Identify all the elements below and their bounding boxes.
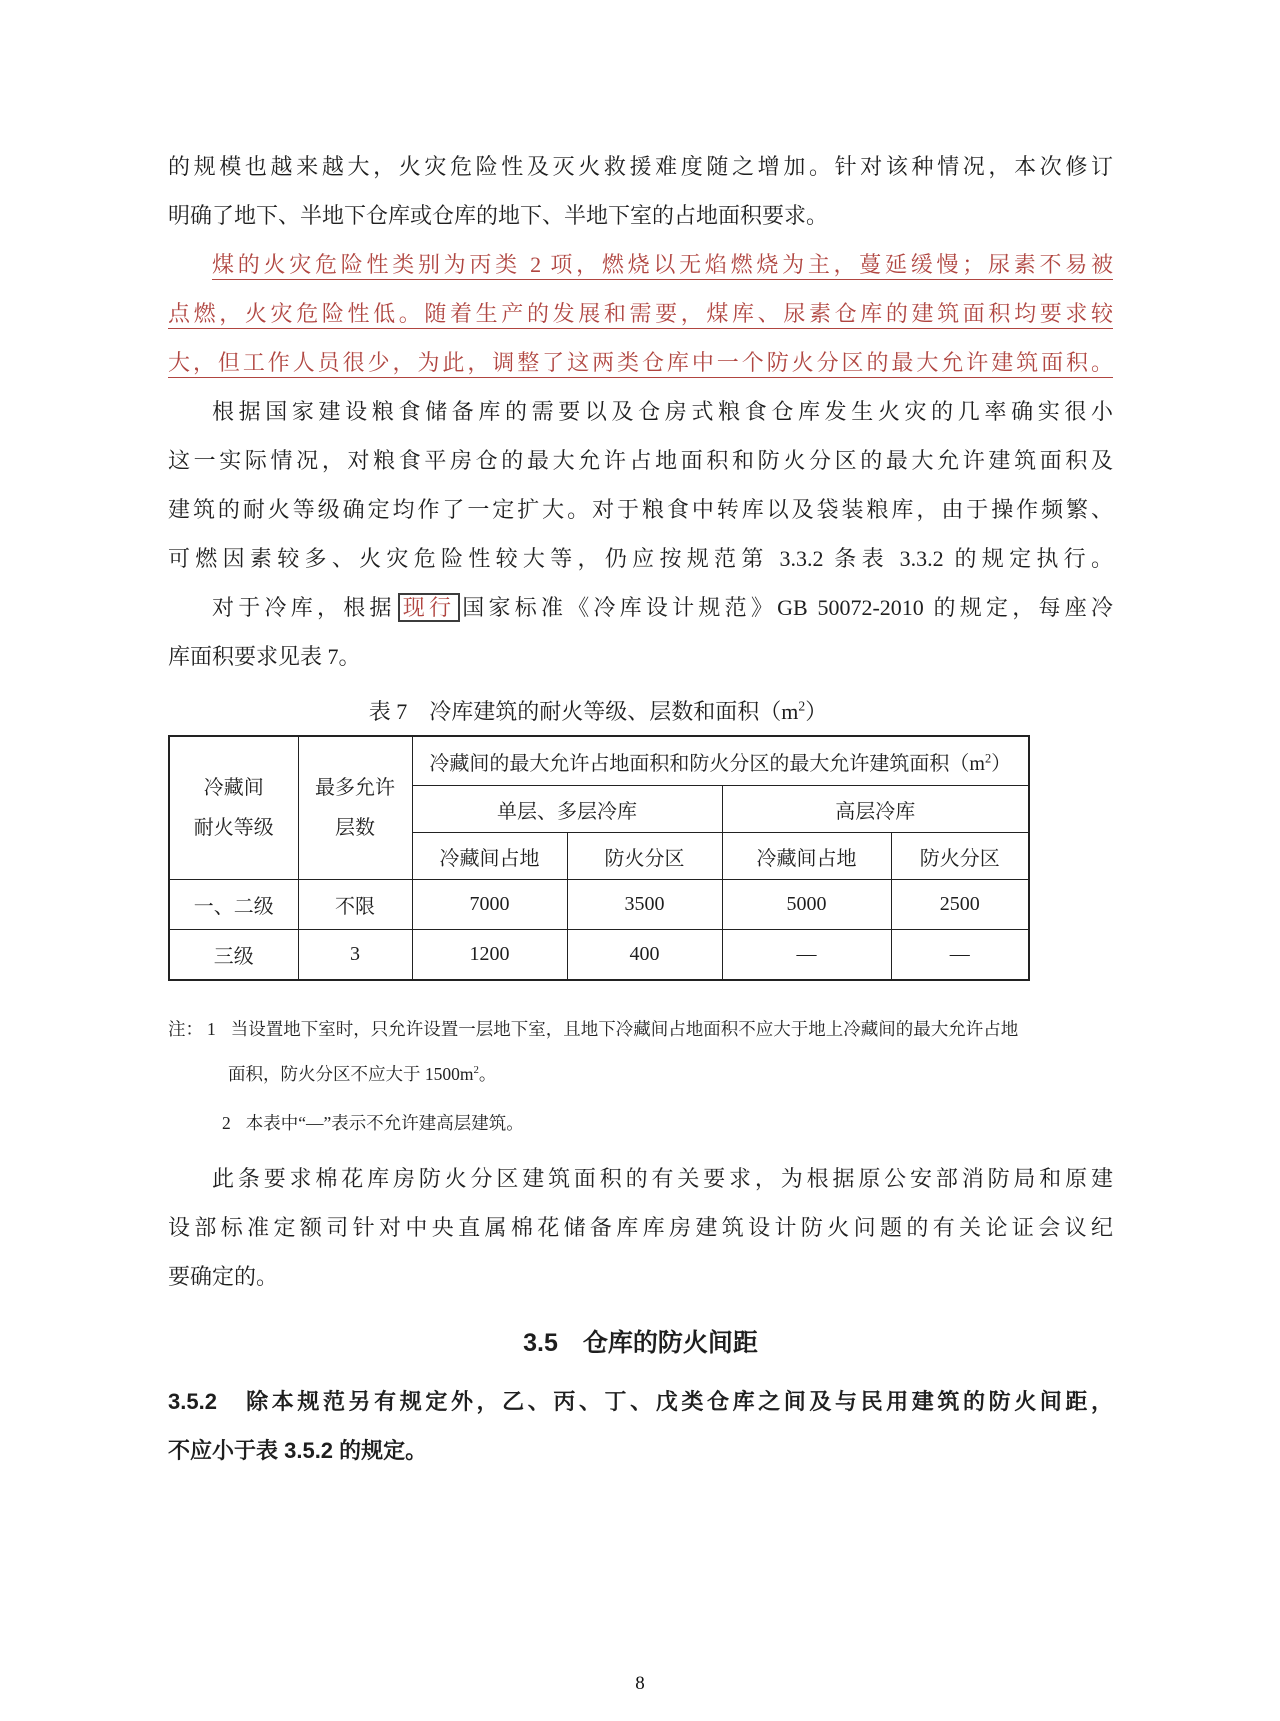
superscript: 2 bbox=[798, 698, 806, 714]
paragraph-line: 建筑的耐火等级确定均作了一定扩大。对于粮食中转库以及袋装粮库，由于操作频繁、 bbox=[168, 497, 1113, 522]
table-cell: — bbox=[722, 930, 891, 981]
paragraph-2 bbox=[168, 387, 1113, 583]
paragraph-text: 对于冷库，根据 bbox=[212, 595, 396, 620]
table-7 bbox=[168, 735, 1030, 981]
table-cell: — bbox=[891, 930, 1029, 981]
table-cell: 3 bbox=[298, 930, 412, 981]
table-cell: 5000 bbox=[722, 880, 891, 930]
superscript: 2 bbox=[984, 750, 992, 765]
table-title-text: 表 7 冷库建筑的耐火等级、层数和面积（m bbox=[368, 699, 799, 724]
table-cell: 2500 bbox=[891, 880, 1029, 930]
revision-paragraph bbox=[168, 240, 1113, 387]
table-cell: 三级 bbox=[169, 930, 298, 981]
note-1-line-1 bbox=[168, 1007, 1113, 1052]
paragraph-3 bbox=[168, 583, 1113, 681]
paragraph-line: 可燃因素较多、火灾危险性较大等，仍应按规范第 3.3.2 条表 3.3.2 的规定执行。 bbox=[168, 546, 1113, 571]
paragraph-text: 国家标准《冷库设计规范》GB 50072-2010 的规定，每座冷 bbox=[462, 595, 1113, 620]
paragraph-line: 设部标准定额司针对中央直属棉花储备库库房建筑设计防火问题的有关论证会议纪 bbox=[168, 1215, 1113, 1240]
paragraph-line: 根据国家建设粮食储备库的需要以及仓房式粮食仓库发生火灾的几率确实很小 bbox=[212, 399, 1113, 424]
table-cell: 3500 bbox=[567, 880, 722, 930]
boxed-revision-word: 现行 bbox=[398, 593, 461, 622]
table-title-text: ） bbox=[805, 699, 828, 724]
table-cell: 7000 bbox=[412, 880, 567, 930]
clause-line: 不应小于表 3.5.2 的规定。 bbox=[168, 1438, 428, 1463]
paragraph-line bbox=[168, 583, 1113, 632]
paragraph-line: 的规模也越来越大，火灾危险性及灭火救援难度随之增加。针对该种情况，本次修订 bbox=[168, 154, 1113, 179]
paragraph-4 bbox=[168, 1154, 1113, 1301]
header-span-area: 冷藏间的最大允许占地面积和防火分区的最大允许建筑面积$(m^2)$ bbox=[412, 736, 1029, 786]
table-cell: 不限 bbox=[298, 880, 412, 930]
superscript: 2 bbox=[473, 1064, 479, 1077]
section-heading-3-5: 3.5 仓库的防火间距 bbox=[523, 1329, 758, 1357]
header-max-floors: 最多允许 层数 bbox=[298, 736, 412, 880]
paragraph-line: 要确定的。 bbox=[168, 1264, 279, 1289]
header-group-highrise: 高层冷库 bbox=[722, 786, 1029, 833]
note-number: 2 bbox=[222, 1113, 231, 1133]
table-cell: 一、二级 bbox=[169, 880, 298, 930]
note-text: 。 bbox=[478, 1064, 497, 1084]
note-text: 当设置地下室时，只允许设置一层地下室，且地下冷藏间占地面积不应大于地上冷藏间的最大允许占地 bbox=[230, 1019, 1019, 1039]
note-number: 1 bbox=[207, 1019, 216, 1039]
paragraph-line: 库面积要求见表 7。 bbox=[168, 644, 361, 669]
header-sub: 冷藏间占地 bbox=[722, 833, 891, 880]
header-group-lowrise: 单层、多层冷库 bbox=[412, 786, 722, 833]
table-cell: 400 bbox=[567, 930, 722, 981]
note-text: 本表中“—”表示不允许建高层建筑。 bbox=[245, 1113, 524, 1133]
note-2 bbox=[222, 1101, 1113, 1146]
revision-line: 大，但工作人员很少，为此，调整了这两类仓库中一个防火分区的最大允许建筑面积。 bbox=[168, 350, 1113, 375]
clause-line: 3.5.2 除本规范另有规定外，乙、丙、丁、戊类仓库之间及与民用建筑的防火间距， bbox=[168, 1389, 1113, 1414]
header-sub: 冷藏间占地 bbox=[412, 833, 567, 880]
paragraph-line: 明确了地下、半地下仓库或仓库的地下、半地下室的占地面积要求。 bbox=[168, 203, 829, 228]
note-1-line-2 bbox=[228, 1052, 1113, 1097]
page-number: 8 bbox=[635, 1673, 645, 1694]
paragraph-line: 这一实际情况，对粮食平房仓的最大允许占地面积和防火分区的最大允许建筑面积及 bbox=[168, 448, 1113, 473]
paragraph-1 bbox=[168, 142, 1113, 240]
revision-line: 点燃，火灾危险性低。随着生产的发展和需要，煤库、尿素仓库的建筑面积均要求较 bbox=[168, 301, 1113, 326]
header-sub: 防火分区 bbox=[567, 833, 722, 880]
header-fire-rating: 冷藏间 耐火等级 bbox=[169, 736, 298, 880]
table-title bbox=[168, 689, 1028, 735]
note-text: 面积，防火分区不应大于 1500m bbox=[228, 1064, 474, 1084]
paragraph-line: 此条要求棉花库房防火分区建筑面积的有关要求，为根据原公安部消防局和原建 bbox=[212, 1166, 1113, 1191]
table-row bbox=[169, 880, 1029, 930]
header-sub: 防火分区 bbox=[891, 833, 1029, 880]
note-label: 注： bbox=[168, 1019, 203, 1039]
table-cell: 1200 bbox=[412, 930, 567, 981]
table-row bbox=[169, 930, 1029, 981]
revision-line: 煤的火灾危险性类别为丙类 2 项，燃烧以无焰燃烧为主，蔓延缓慢；尿素不易被 bbox=[212, 252, 1113, 277]
table-notes bbox=[168, 1007, 1113, 1146]
clause-3-5-2 bbox=[168, 1377, 1113, 1475]
